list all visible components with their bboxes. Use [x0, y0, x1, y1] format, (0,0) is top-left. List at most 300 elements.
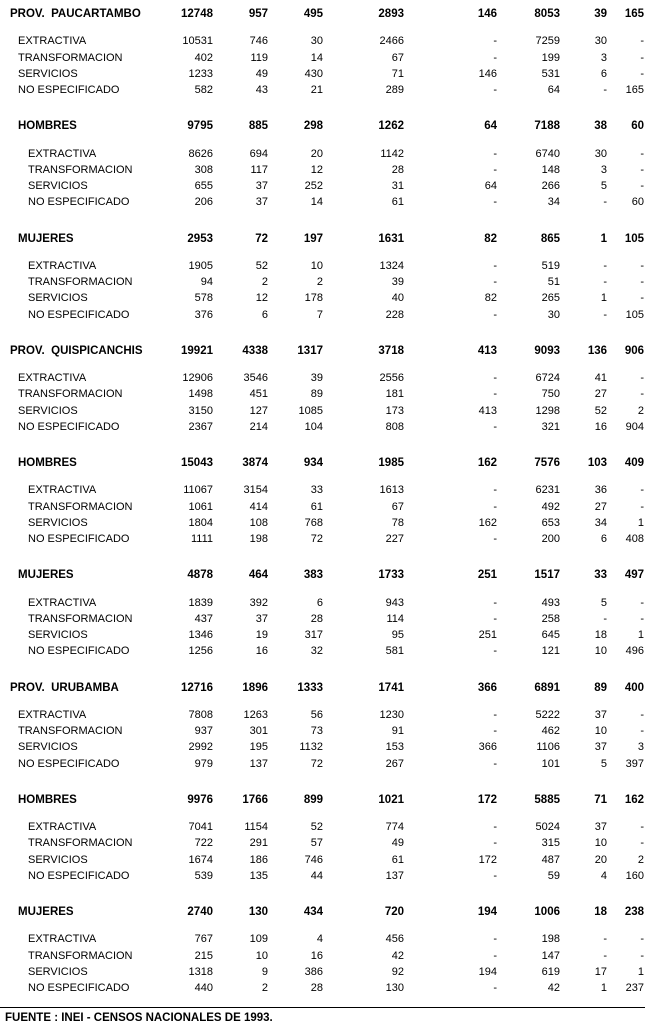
value-cell: 539	[194, 869, 213, 882]
category-row	[0, 868, 645, 884]
value-cell: 1061	[188, 500, 213, 513]
value-cell: 44	[310, 869, 323, 882]
value-cell: 135	[249, 869, 268, 882]
category-row	[0, 33, 645, 49]
value-cell: 71	[594, 793, 607, 806]
value-cell: 14	[310, 196, 323, 209]
value-cell: 1517	[534, 569, 560, 582]
value-cell: 30	[310, 35, 323, 48]
value-cell: 64	[484, 180, 497, 192]
value-cell: 497	[624, 569, 644, 582]
value-cell: -	[493, 84, 497, 96]
value-cell: 72	[310, 757, 323, 770]
value-cell: 160	[625, 869, 644, 882]
section-title: PROV. URUBAMBA	[10, 681, 119, 694]
category-row	[0, 643, 645, 659]
value-cell: 215	[194, 949, 213, 962]
value-cell: -	[493, 837, 497, 850]
category-label: TRANSFORMACION	[28, 949, 133, 962]
value-cell: 6	[261, 308, 268, 321]
value-cell: 51	[547, 276, 560, 288]
value-cell: 33	[594, 569, 607, 582]
value-cell: -	[640, 596, 644, 609]
value-cell: 7041	[188, 821, 213, 833]
value-cell: -	[640, 147, 644, 160]
value-cell: 1631	[378, 232, 404, 245]
value-cell: 15043	[181, 457, 213, 469]
value-cell: -	[603, 84, 607, 96]
value-cell: 289	[385, 84, 404, 96]
section-title: MUJERES	[18, 906, 74, 918]
value-cell: 2	[316, 276, 323, 288]
value-cell: 6	[316, 596, 323, 609]
value-cell: 434	[303, 906, 323, 918]
value-cell: 6231	[535, 484, 560, 497]
category-row	[0, 194, 645, 210]
value-cell: -	[493, 372, 497, 384]
category-label: TRANSFORMACION	[28, 612, 133, 625]
value-cell: -	[493, 821, 497, 833]
value-cell: 934	[303, 457, 323, 469]
category-row	[0, 627, 645, 643]
value-cell: 10	[255, 949, 268, 962]
value-cell: 61	[391, 196, 404, 209]
section-header-row	[0, 455, 645, 471]
value-cell: -	[493, 933, 497, 946]
value-cell: 1613	[379, 484, 404, 497]
value-cell: 3718	[378, 344, 404, 357]
value-cell: 1896	[242, 681, 268, 694]
value-cell: 937	[194, 725, 213, 737]
value-cell: 52	[594, 404, 607, 417]
value-cell: 1111	[190, 533, 213, 545]
section-title: MUJERES	[18, 232, 74, 245]
value-cell: 89	[594, 681, 607, 694]
category-label: TRANSFORMACION	[28, 163, 133, 176]
value-cell: 258	[541, 612, 560, 625]
value-cell: 2466	[379, 35, 404, 48]
value-cell: 12716	[181, 681, 213, 694]
category-label: EXTRACTIVA	[28, 147, 97, 160]
value-cell: 1	[600, 982, 607, 994]
value-cell: 108	[249, 516, 268, 529]
value-cell: 321	[541, 420, 560, 433]
value-cell: -	[493, 51, 497, 64]
category-label: SERVICIOS	[28, 180, 88, 192]
value-cell: 1317	[297, 344, 323, 357]
category-row	[0, 146, 645, 162]
value-cell: 39	[310, 372, 323, 384]
value-cell: 1985	[378, 457, 404, 469]
category-label: NO ESPECIFICADO	[28, 308, 130, 321]
value-cell: 28	[391, 163, 404, 176]
value-cell: -	[493, 757, 497, 770]
section-title: MUJERES	[18, 569, 74, 582]
value-cell: 582	[194, 84, 213, 96]
value-cell: 67	[391, 500, 404, 513]
value-cell: 165	[625, 84, 644, 96]
value-cell: 71	[391, 67, 404, 80]
value-cell: 52	[255, 259, 268, 272]
value-cell: 578	[194, 292, 213, 305]
value-cell: 1132	[299, 741, 323, 754]
value-cell: 78	[391, 516, 404, 529]
value-cell: 655	[194, 180, 213, 192]
value-cell: 121	[541, 645, 560, 658]
value-cell: 92	[391, 965, 404, 978]
value-cell: 2	[261, 982, 268, 994]
value-cell: 11067	[183, 484, 213, 497]
value-cell: 72	[310, 533, 323, 545]
category-label: SERVICIOS	[18, 404, 78, 417]
category-label: SERVICIOS	[18, 67, 78, 80]
value-cell: 2367	[188, 420, 213, 433]
value-cell: 430	[304, 67, 323, 80]
value-cell: 30	[547, 308, 560, 321]
value-cell: 298	[303, 120, 323, 133]
value-cell: 117	[250, 163, 268, 176]
value-cell: -	[493, 612, 497, 625]
value-cell: 56	[310, 708, 323, 721]
value-cell: 16	[310, 949, 323, 962]
category-label: NO ESPECIFICADO	[18, 84, 120, 96]
value-cell: 148	[541, 163, 560, 176]
value-cell: 722	[194, 837, 213, 850]
value-cell: 1346	[188, 629, 213, 641]
category-row	[0, 852, 645, 868]
value-cell: 1263	[243, 708, 268, 721]
section-title: HOMBRES	[18, 457, 77, 469]
value-cell: 1	[637, 965, 644, 978]
gender-section	[0, 567, 645, 659]
value-cell: -	[493, 645, 497, 658]
value-cell: 1324	[379, 259, 404, 272]
value-cell: -	[493, 308, 497, 321]
value-cell: 3546	[243, 372, 268, 384]
value-cell: -	[493, 259, 497, 272]
value-cell: 317	[304, 629, 323, 641]
value-cell: 94	[200, 276, 213, 288]
category-row	[0, 82, 645, 98]
value-cell: 12906	[182, 372, 213, 384]
value-cell: 109	[249, 933, 268, 946]
category-row	[0, 482, 645, 498]
value-cell: 9976	[187, 793, 213, 806]
value-cell: 60	[631, 120, 644, 133]
value-cell: 3	[600, 51, 607, 64]
category-label: NO ESPECIFICADO	[28, 869, 130, 882]
gender-section	[0, 792, 645, 884]
value-cell: -	[493, 533, 497, 545]
category-row	[0, 819, 645, 835]
value-cell: 37	[594, 821, 607, 833]
value-cell: -	[640, 933, 644, 946]
value-cell: 60	[631, 196, 644, 209]
value-cell: -	[640, 51, 644, 64]
value-cell: 267	[385, 757, 404, 770]
value-cell: 34	[547, 196, 560, 209]
value-cell: 173	[385, 404, 404, 417]
category-label: EXTRACTIVA	[28, 596, 97, 609]
category-label: TRANSFORMACION	[18, 725, 123, 737]
value-cell: 1233	[188, 67, 213, 80]
category-row	[0, 258, 645, 274]
value-cell: 17	[594, 965, 607, 978]
value-cell: 774	[385, 821, 404, 833]
footer	[0, 1007, 645, 1024]
value-cell: 808	[385, 420, 404, 433]
value-cell: 4878	[187, 569, 213, 582]
value-cell: 904	[625, 420, 644, 433]
section-title: PROV. PAUCARTAMBO	[10, 8, 141, 20]
value-cell: -	[493, 982, 497, 994]
category-row	[0, 290, 645, 306]
value-cell: 3154	[243, 484, 268, 497]
value-cell: -	[640, 180, 644, 192]
value-cell: 456	[385, 933, 404, 946]
section-header-row	[0, 567, 645, 583]
value-cell: 130	[385, 982, 404, 994]
value-cell: 6	[600, 533, 607, 545]
value-cell: 237	[625, 982, 644, 994]
value-cell: -	[603, 308, 607, 321]
category-label: NO ESPECIFICADO	[18, 420, 120, 433]
value-cell: -	[493, 147, 497, 160]
value-cell: 162	[477, 457, 497, 469]
value-cell: 1021	[378, 793, 404, 806]
value-cell: 16	[594, 420, 607, 433]
value-cell: 653	[541, 516, 560, 529]
value-cell: -	[640, 259, 644, 272]
value-cell: 200	[541, 533, 560, 545]
value-cell: 194	[478, 965, 497, 978]
province-section	[0, 680, 645, 772]
value-cell: -	[640, 708, 644, 721]
section-header-row	[0, 231, 645, 247]
value-cell: -	[603, 196, 607, 209]
value-cell: 7	[316, 308, 323, 321]
value-cell: 42	[391, 949, 404, 962]
gender-section	[0, 231, 645, 323]
value-cell: -	[640, 163, 644, 176]
category-label: TRANSFORMACION	[18, 51, 123, 64]
value-cell: 10531	[182, 35, 213, 48]
province-section	[0, 6, 645, 98]
value-cell: 10	[594, 837, 607, 850]
category-row	[0, 419, 645, 435]
value-cell: 1905	[188, 259, 213, 272]
value-cell: 7576	[534, 457, 560, 469]
category-label: SERVICIOS	[28, 516, 88, 529]
value-cell: 1	[637, 516, 644, 529]
value-cell: 194	[477, 906, 497, 918]
value-cell: 198	[249, 533, 268, 545]
value-cell: 746	[304, 853, 323, 866]
value-cell: 2740	[187, 906, 213, 918]
category-label: TRANSFORMACION	[28, 837, 133, 850]
value-cell: 440	[194, 982, 213, 994]
value-cell: 3874	[242, 457, 268, 469]
value-cell: 14	[310, 51, 323, 64]
value-cell: 95	[391, 629, 404, 641]
value-cell: 91	[391, 725, 404, 737]
category-row	[0, 964, 645, 980]
value-cell: 198	[541, 933, 560, 946]
category-label: SERVICIOS	[28, 965, 88, 978]
value-cell: -	[640, 949, 644, 962]
category-label: SERVICIOS	[28, 292, 88, 305]
value-cell: 103	[587, 457, 607, 469]
value-cell: 2	[261, 276, 268, 288]
value-cell: 386	[304, 965, 323, 978]
value-cell: -	[493, 708, 497, 721]
value-cell: 5885	[534, 793, 560, 806]
value-cell: 43	[255, 84, 268, 96]
value-cell: 1804	[188, 516, 213, 529]
category-row	[0, 307, 645, 323]
value-cell: 5024	[535, 821, 560, 833]
value-cell: 238	[624, 906, 644, 918]
value-cell: 1	[600, 232, 607, 245]
value-cell: -	[603, 276, 607, 288]
value-cell: 49	[255, 67, 268, 80]
value-cell: 1498	[188, 388, 213, 401]
value-cell: 291	[249, 837, 268, 850]
value-cell: 172	[478, 853, 497, 866]
value-cell: 10	[310, 259, 323, 272]
value-cell: 57	[310, 837, 323, 850]
value-cell: 3150	[188, 404, 213, 417]
value-cell: 462	[541, 725, 560, 737]
value-cell: 18	[594, 906, 607, 918]
category-row	[0, 499, 645, 515]
value-cell: 178	[304, 292, 323, 305]
value-cell: 1262	[378, 120, 404, 133]
value-cell: 519	[541, 259, 560, 272]
value-cell: 119	[250, 51, 268, 64]
category-row	[0, 948, 645, 964]
value-cell: 251	[478, 629, 497, 641]
value-cell: 228	[385, 308, 404, 321]
category-row	[0, 178, 645, 194]
value-cell: 37	[594, 708, 607, 721]
value-cell: 581	[385, 645, 404, 658]
category-label: TRANSFORMACION	[28, 500, 133, 513]
value-cell: 37	[255, 612, 268, 625]
value-cell: -	[493, 596, 497, 609]
value-cell: 5	[600, 596, 607, 609]
value-cell: 36	[594, 484, 607, 497]
section-title: HOMBRES	[18, 793, 77, 806]
value-cell: 7188	[534, 120, 560, 133]
value-cell: 39	[391, 276, 404, 288]
value-cell: 531	[541, 67, 560, 80]
value-cell: 383	[303, 569, 323, 582]
value-cell: 101	[541, 757, 560, 770]
value-cell: 42	[547, 982, 560, 994]
value-cell: 3	[637, 741, 644, 754]
category-label: EXTRACTIVA	[28, 259, 97, 272]
value-cell: 252	[304, 180, 323, 192]
category-label: SERVICIOS	[18, 741, 78, 754]
value-cell: -	[640, 821, 644, 833]
category-row	[0, 980, 645, 996]
source-note: FUENTE : INEI - CENSOS NACIONALES DE 1993.	[5, 1012, 273, 1024]
value-cell: 64	[484, 120, 497, 133]
value-cell: -	[640, 292, 644, 305]
category-label: NO ESPECIFICADO	[28, 982, 130, 994]
value-cell: 7808	[188, 708, 213, 721]
category-row	[0, 515, 645, 531]
value-cell: -	[493, 276, 497, 288]
value-cell: 18	[594, 629, 607, 641]
category-label: TRANSFORMACION	[18, 388, 123, 401]
province-section	[0, 343, 645, 435]
value-cell: 9	[261, 965, 268, 978]
value-cell: 694	[249, 147, 268, 160]
value-cell: 943	[385, 596, 404, 609]
value-cell: 127	[249, 404, 268, 417]
value-cell: 21	[310, 84, 323, 96]
value-cell: 82	[484, 292, 497, 305]
value-cell: 197	[303, 232, 323, 245]
value-cell: 1733	[378, 569, 404, 582]
value-cell: 73	[310, 725, 323, 737]
section-header-row	[0, 118, 645, 134]
value-cell: 5222	[535, 708, 560, 721]
value-cell: 251	[477, 569, 497, 582]
value-cell: 865	[540, 232, 560, 245]
category-row	[0, 274, 645, 290]
value-cell: 104	[304, 420, 323, 433]
value-cell: 6740	[535, 147, 560, 160]
value-cell: 19921	[181, 344, 213, 357]
value-cell: 6891	[534, 681, 560, 694]
value-cell: 19	[255, 629, 268, 641]
category-row	[0, 66, 645, 82]
value-cell: 4338	[242, 344, 268, 357]
value-cell: 1318	[188, 965, 213, 978]
section-header-row	[0, 6, 645, 22]
value-cell: 153	[385, 741, 404, 754]
value-cell: 52	[310, 821, 323, 833]
value-cell: 402	[194, 51, 213, 64]
value-cell: 9093	[534, 344, 560, 357]
value-cell: 37	[255, 180, 268, 192]
value-cell: 227	[385, 533, 404, 545]
value-cell: 5	[600, 757, 607, 770]
value-cell: 767	[194, 933, 213, 946]
value-cell: 33	[310, 484, 323, 497]
value-cell: 750	[541, 388, 560, 401]
value-cell: 5	[600, 180, 607, 192]
value-cell: 720	[384, 906, 404, 918]
value-cell: 492	[541, 500, 560, 513]
value-cell: 1	[600, 292, 607, 305]
value-cell: 34	[594, 516, 607, 529]
value-cell: -	[493, 869, 497, 882]
value-cell: 27	[594, 388, 607, 401]
value-cell: 413	[477, 344, 497, 357]
category-row	[0, 931, 645, 947]
value-cell: 30	[594, 147, 607, 160]
value-cell: 39	[594, 8, 607, 20]
category-label: SERVICIOS	[28, 629, 88, 641]
value-cell: 1006	[534, 906, 560, 918]
value-cell: 61	[391, 853, 404, 866]
value-cell: 619	[541, 965, 560, 978]
value-cell: 64	[547, 84, 560, 96]
